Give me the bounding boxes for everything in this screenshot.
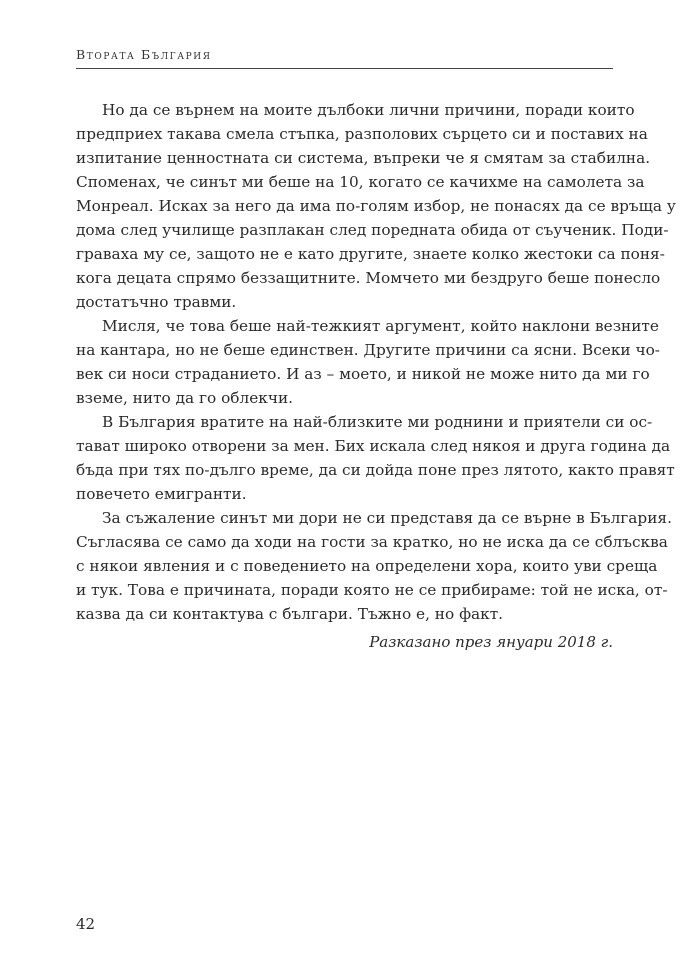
body-text bbox=[76, 98, 676, 626]
page-number: 42 bbox=[76, 915, 96, 933]
text-line: Но да се върнем на моите дълбоки лични причини, поради които bbox=[102, 101, 635, 119]
text-line: Монреал. Исках за него да има по-голям избор, не понасях да се връща у bbox=[76, 197, 676, 215]
story-date-signoff: Разказано през януари 2018 г. bbox=[369, 633, 613, 651]
text-line: предприех такава смела стъпка, разполових сърцето си и поставих на bbox=[76, 125, 648, 143]
paragraph-1 bbox=[76, 98, 676, 314]
text-line: граваха му се, защото не е като другите, знаете колко жестоки са поня- bbox=[76, 245, 665, 263]
text-line: казва да си контактува с българи. Тъжно е, но факт. bbox=[76, 605, 504, 623]
text-line: Съгласява се само да ходи на гости за кратко, но не иска да се сблъсква bbox=[76, 533, 668, 551]
text-line: Мисля, че това беше най-тежкият аргумент, който наклони везните bbox=[102, 317, 659, 335]
text-line: бъда при тях по-дълго време, да си дойда поне през лятото, както правят bbox=[76, 461, 675, 479]
paragraph-3 bbox=[76, 410, 675, 506]
text-line: Споменах, че синът ми беше на 10, когато се качихме на самолета за bbox=[76, 173, 645, 191]
text-line: на кантара, но не беше единствен. Другите причини са ясни. Всеки чо- bbox=[76, 341, 660, 359]
text-line: тават широко отворени за мен. Бих искала след някоя и друга година да bbox=[76, 437, 671, 455]
text-line: кога децата спрямо беззащитните. Момчето ми бездруго беше понесло bbox=[76, 269, 661, 287]
text-line: За съжаление синът ми дори не си представя да се върне в България. bbox=[102, 509, 672, 527]
header-rule bbox=[76, 68, 613, 69]
text-line: достатъчно травми. bbox=[76, 293, 237, 311]
text-line: дома след училище разплакан след поредната обида от съученик. Поди- bbox=[76, 221, 669, 239]
text-line: изпитание ценностната си система, въпреки че я смятам за стабилна. bbox=[76, 149, 651, 167]
text-line: В България вратите на най-близките ми роднини и приятели си ос- bbox=[102, 413, 653, 431]
running-head-title: Втората България bbox=[76, 47, 212, 62]
text-line: век си носи страданието. И аз – моето, и никой не може нито да ми го bbox=[76, 365, 650, 383]
text-line: повечето емигранти. bbox=[76, 485, 247, 503]
text-line: и тук. Това е причината, поради която не се прибираме: той не иска, от- bbox=[76, 581, 668, 599]
text-line: вземе, нито да го облекчи. bbox=[76, 389, 294, 407]
paragraph-4 bbox=[76, 506, 672, 626]
paragraph-2 bbox=[76, 314, 660, 410]
text-line: с някои явления и с поведението на определени хора, които уви среща bbox=[76, 557, 658, 575]
